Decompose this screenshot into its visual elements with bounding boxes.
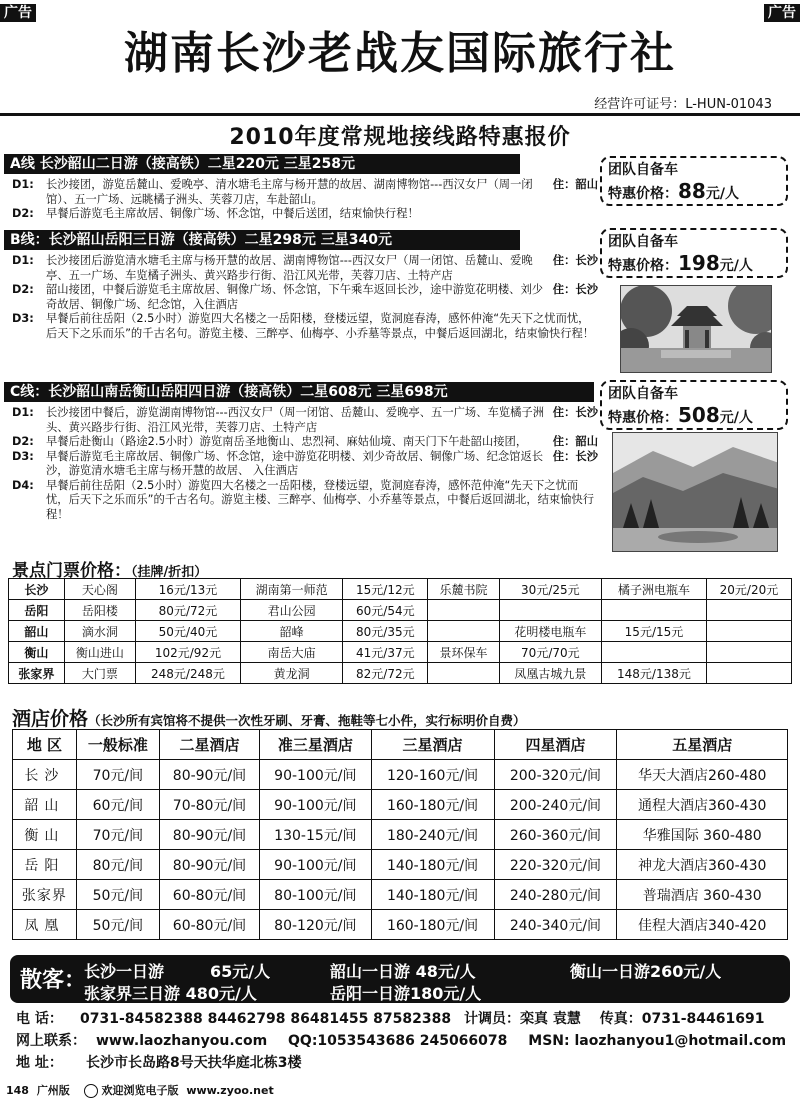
table-cell: 普瑞酒店 360-430 — [617, 880, 788, 910]
agency-name: 湖南长沙老战友国际旅行社 — [124, 28, 676, 79]
phone-label: 电 话： — [16, 1011, 63, 1027]
table-cell: 20元/20元 — [706, 579, 791, 600]
offer-price-line: 特惠价格：88元/人 — [608, 179, 739, 203]
stay-label: 住：长沙 — [552, 283, 598, 296]
table-cell: 50元/40元 — [136, 621, 241, 642]
mountain-photo — [612, 432, 778, 552]
table-row — [13, 790, 788, 820]
walk-in-item: 韶山一日游 48元/人 — [330, 962, 476, 981]
table-cell: 60-80元/间 — [159, 880, 259, 910]
itinerary-day — [12, 450, 598, 479]
offer-box-a — [600, 156, 788, 206]
itinerary-day — [12, 207, 598, 222]
fax-number: 0731-84461691 — [641, 1011, 765, 1027]
day-label: D2: — [12, 207, 34, 220]
table-cell: 衡山进山 — [64, 642, 135, 663]
itinerary-day — [12, 283, 598, 312]
route-b-days — [12, 254, 598, 341]
table-cell: 15元/15元 — [602, 621, 707, 642]
table-cell: 90-100元/间 — [260, 850, 372, 880]
table-cell: 60元/54元 — [343, 600, 428, 621]
stay-label: 住：长沙 — [552, 406, 598, 419]
day-text: 长沙接团后游览清水塘毛主席与杨开慧的故居、湖南博物馆---西汉女尸（周一闭馆、岳麓山、爱晚亭、五一广场、车览橘子洲头、黄兴路步行街、沿江风光带，芙蓉刀店、土特产店 — [46, 254, 533, 282]
table-header-row — [13, 730, 788, 760]
address-label: 地 址： — [16, 1055, 63, 1071]
table-cell: 82元/72元 — [343, 663, 428, 684]
table-cell: 70-80元/间 — [159, 790, 259, 820]
table-cell: 80-100元/间 — [260, 880, 372, 910]
ad-label-left: 广告 — [0, 4, 36, 22]
table-row — [9, 600, 792, 621]
table-cell: 16元/13元 — [136, 579, 241, 600]
stay-label: 住：长沙 — [552, 449, 598, 463]
dispatcher-names: 栾真 袁慧 — [520, 1011, 581, 1027]
walk-in-prices — [10, 955, 790, 1003]
table-cell: 韶山 — [9, 621, 65, 642]
table-cell: 凤凰古城九景 — [499, 663, 601, 684]
page-number: 148 — [6, 1084, 29, 1097]
offer-title: 团队自备车 — [608, 386, 678, 402]
table-cell: 四星酒店 — [494, 730, 617, 760]
day-label: D1: — [12, 254, 34, 267]
table-cell — [602, 600, 707, 621]
ad-label-right: 广告 — [764, 4, 800, 22]
walk-in-item: 张家界三日游 480元/人 — [84, 984, 257, 1003]
table-cell: 岳阳 — [13, 850, 77, 880]
stay-label: 住：长沙 — [552, 254, 598, 267]
table-cell: 240-340元/间 — [494, 910, 617, 940]
table-row — [13, 850, 788, 880]
offer-price: 88 — [678, 179, 706, 203]
table-cell: 一般标准 — [76, 730, 159, 760]
stay-label: 住：韶山 — [552, 178, 598, 191]
table-cell: 30元/25元 — [499, 579, 601, 600]
walk-in-item: 岳阳一日游180元/人 — [330, 984, 482, 1003]
table-cell: 80元/间 — [76, 850, 159, 880]
table-cell: 60-80元/间 — [159, 910, 259, 940]
table-cell: 80元/35元 — [343, 621, 428, 642]
footer-site-link[interactable]: www.zyoo.net — [186, 1084, 274, 1097]
page-footer — [6, 1082, 274, 1098]
table-cell: 180-240元/间 — [371, 820, 494, 850]
day-label: D1: — [12, 406, 34, 419]
table-row — [9, 579, 792, 600]
pavilion-photo — [620, 285, 772, 373]
table-cell: 岳阳楼 — [64, 600, 135, 621]
table-cell: 200-240元/间 — [494, 790, 617, 820]
table-cell: 80-120元/间 — [260, 910, 372, 940]
offer-box-b — [600, 228, 788, 278]
table-row — [13, 760, 788, 790]
table-cell: 130-15元/间 — [260, 820, 372, 850]
divider — [0, 113, 800, 116]
contact-web-line — [16, 1030, 786, 1050]
itinerary-day — [12, 178, 598, 207]
table-cell: 220-320元/间 — [494, 850, 617, 880]
table-cell: 黄龙洞 — [240, 663, 342, 684]
table-cell: 15元/12元 — [343, 579, 428, 600]
table-cell: 长沙 — [13, 760, 77, 790]
table-cell: 200-320元/间 — [494, 760, 617, 790]
walk-in-item: 衡山一日游260元/人 — [570, 962, 722, 981]
table-cell: 140-180元/间 — [371, 850, 494, 880]
website-link[interactable]: www.laozhanyou.com — [96, 1033, 268, 1049]
table-cell: 50元/间 — [76, 880, 159, 910]
route-a-title: A线 长沙韶山二日游（接高铁）二星220元 三星258元 — [4, 154, 520, 174]
table-cell: 天心阁 — [64, 579, 135, 600]
table-cell: 衡山 — [9, 642, 65, 663]
table-row — [13, 910, 788, 940]
itinerary-day — [12, 435, 598, 450]
table-cell: 50元/间 — [76, 910, 159, 940]
table-cell: 102元/92元 — [136, 642, 241, 663]
table-cell: 岳阳 — [9, 600, 65, 621]
table-cell: 70元/70元 — [499, 642, 601, 663]
offer-title: 团队自备车 — [608, 234, 678, 250]
msn-address: MSN: laozhanyou1@hotmail.com — [528, 1033, 787, 1049]
offer-price-line: 特惠价格：508元/人 — [608, 403, 753, 427]
table-row — [9, 663, 792, 684]
table-cell — [602, 642, 707, 663]
table-cell — [706, 621, 791, 642]
dispatcher-label: 计调员： — [464, 1011, 520, 1027]
table-cell: 80元/72元 — [136, 600, 241, 621]
table-cell: 神龙大酒店360-430 — [617, 850, 788, 880]
table-cell: 148元/138元 — [602, 663, 707, 684]
table-cell: 韶峰 — [240, 621, 342, 642]
table-cell: 160-180元/间 — [371, 910, 494, 940]
route-c-days — [12, 406, 598, 522]
tickets-heading: 景点门票价格：（挂牌/折扣） — [12, 561, 208, 581]
table-cell: 张家界 — [13, 880, 77, 910]
day-text: 长沙接团中餐后，游览湖南博物馆---西汉女尸（周一闭馆、岳麓山、爱晚亭、五一广场、车览橘子洲头、黄兴路步行街、沿江风光带，芙蓉刀店、土特产店 — [46, 406, 544, 434]
table-cell: 乐麓书院 — [428, 579, 499, 600]
qq-numbers: QQ:1053543686 245066078 — [288, 1033, 508, 1049]
day-text: 早餐后前往岳阳（2.5小时）游览四大名楼之一岳阳楼，登楼远望，览洞庭春涛，感怀范仲淹“先天下之忧而忧，后天下之乐而乐”的千古名句。游览主楼、三醉亭、仙梅亭、小乔墓等景点，中餐后返回湖北，结束愉快行程！ — [46, 478, 595, 521]
table-cell: 橘子洲电瓶车 — [602, 579, 707, 600]
table-cell: 90-100元/间 — [260, 790, 372, 820]
table-cell — [706, 642, 791, 663]
hotel-price-table — [12, 729, 788, 940]
table-cell: 衡山 — [13, 820, 77, 850]
table-cell: 长沙 — [9, 579, 65, 600]
table-cell: 佳程大酒店340-420 — [617, 910, 788, 940]
table-row — [9, 621, 792, 642]
table-cell: 80-90元/间 — [159, 820, 259, 850]
table-cell: 240-280元/间 — [494, 880, 617, 910]
hotels-note: （长沙所有宾馆将不提供一次性牙刷、牙膏、拖鞋等七小件，实行标明价自费） — [88, 713, 526, 728]
table-cell: 大门票 — [64, 663, 135, 684]
day-text: 韶山接团，中餐后游览毛主席故居、铜像广场、怀念馆，下午乘车返回长沙，途中游览花明楼、刘少奇故居、铜像广场、纪念馆，入住酒店 — [46, 283, 544, 311]
web-label: 网上联系： — [16, 1033, 86, 1049]
offer-price: 508 — [678, 403, 720, 427]
stay-label: 住：韶山 — [552, 435, 598, 448]
table-row — [13, 820, 788, 850]
ticket-price-table — [8, 578, 792, 684]
fax-label: 传真： — [599, 1011, 642, 1027]
license-number: 经营许可证号：L-HUN-01043 — [594, 97, 772, 112]
page-headline: 2010年度常规地接线路特惠报价 — [229, 125, 571, 150]
itinerary-day — [12, 479, 598, 523]
table-cell: 三星酒店 — [371, 730, 494, 760]
route-b-title: B线：长沙韶山岳阳三日游（接高铁）二星298元 三星340元 — [4, 230, 520, 250]
table-cell: 通程大酒店360-430 — [617, 790, 788, 820]
table-cell — [499, 600, 601, 621]
phone-numbers: 0731-84582388 84462798 86481455 87582388 — [80, 1011, 452, 1027]
table-row — [9, 642, 792, 663]
offer-box-c — [600, 380, 788, 430]
day-label: D3: — [12, 449, 34, 463]
walk-in-item: 65元/人 — [210, 962, 271, 981]
tickets-subheading: （挂牌/折扣） — [131, 565, 208, 580]
offer-price: 198 — [678, 251, 720, 275]
day-text: 长沙接团，游览岳麓山、爱晚亭、清水塘毛主席与杨开慧的故居、湖南博物馆---西汉女尸（周一闭馆）、五一广场、远眺橘子洲头、芙蓉刀店，车赴韶山。 — [46, 178, 533, 206]
table-cell: 滴水洞 — [64, 621, 135, 642]
contact-address-line — [16, 1052, 301, 1072]
table-cell: 260-360元/间 — [494, 820, 617, 850]
table-cell — [706, 600, 791, 621]
table-cell: 凤凰 — [13, 910, 77, 940]
route-c-title: C线：长沙韶山南岳衡山岳阳四日游（接高铁）二星608元 三星698元 — [4, 382, 594, 402]
table-cell: 华天大酒店260-480 — [617, 760, 788, 790]
itinerary-day — [12, 254, 598, 283]
day-text: 早餐后游览毛主席故居、铜像广场、怀念馆，途中游览花明楼、刘少奇故居、铜像广场、纪念馆返长沙，游览清水塘毛主席与杨开慧的故居、 入住酒店 — [46, 449, 544, 477]
walk-in-label: 散客： — [20, 968, 87, 993]
table-cell: 41元/37元 — [343, 642, 428, 663]
table-cell: 湖南第一师范 — [240, 579, 342, 600]
table-cell: 君山公园 — [240, 600, 342, 621]
table-cell: 248元/248元 — [136, 663, 241, 684]
table-cell: 90-100元/间 — [260, 760, 372, 790]
table-cell: 准三星酒店 — [260, 730, 372, 760]
address-text: 长沙市长岛路8号天扶华庭北栋3楼 — [86, 1055, 302, 1071]
table-cell: 华雅国际 360-480 — [617, 820, 788, 850]
table-cell: 80-90元/间 — [159, 760, 259, 790]
table-cell: 地 区 — [13, 730, 77, 760]
day-label: D3: — [12, 312, 34, 325]
table-cell: 花明楼电瓶车 — [499, 621, 601, 642]
day-label: D2: — [12, 283, 34, 296]
table-cell — [706, 663, 791, 684]
contact-phone-line — [16, 1008, 764, 1028]
table-cell: 南岳大庙 — [240, 642, 342, 663]
table-cell: 70元/间 — [76, 820, 159, 850]
table-cell: 景环保车 — [428, 642, 499, 663]
table-cell: 60元/间 — [76, 790, 159, 820]
offer-price-line: 特惠价格：198元/人 — [608, 251, 753, 275]
table-cell: 张家界 — [9, 663, 65, 684]
day-label: D2: — [12, 435, 34, 448]
publisher-logo-icon — [84, 1084, 98, 1098]
day-text: 早餐后赴衡山（路途2.5小时）游览南岳圣地衡山、忠烈祠、麻姑仙境、南天门下午赴韶山接团， — [46, 435, 528, 448]
table-cell: 120-160元/间 — [371, 760, 494, 790]
table-cell — [428, 600, 499, 621]
itinerary-day — [12, 312, 598, 341]
itinerary-day — [12, 406, 598, 435]
table-cell: 70元/间 — [76, 760, 159, 790]
table-cell: 二星酒店 — [159, 730, 259, 760]
table-cell: 140-180元/间 — [371, 880, 494, 910]
table-cell: 80-90元/间 — [159, 850, 259, 880]
day-label: D1: — [12, 178, 34, 191]
day-label: D4: — [12, 478, 34, 492]
table-cell: 韶山 — [13, 790, 77, 820]
table-cell — [428, 663, 499, 684]
welcome-text: 欢迎浏览电子版 — [101, 1084, 179, 1097]
table-cell: 160-180元/间 — [371, 790, 494, 820]
hotels-heading: 酒店价格（长沙所有宾馆将不提供一次性牙刷、牙膏、拖鞋等七小件，实行标明价自费） — [12, 708, 526, 730]
day-text: 早餐后游览毛主席故居、铜像广场、怀念馆，中餐后送团，结束愉快行程！ — [46, 207, 419, 220]
walk-in-item: 长沙一日游 — [84, 962, 165, 981]
route-a-days — [12, 178, 598, 222]
table-cell: 五星酒店 — [617, 730, 788, 760]
offer-title: 团队自备车 — [608, 162, 678, 178]
table-cell — [428, 621, 499, 642]
table-row — [13, 880, 788, 910]
edition-label: 广州版 — [36, 1084, 70, 1097]
day-text: 早餐后前往岳阳（2.5小时）游览四大名楼之一岳阳楼，登楼远望，览洞庭春涛，感怀仲淹“先天下之忧而忧，后天下之乐而乐”的千古名句。游览主楼、三醉亭、仙梅亭、小乔墓等景点，中餐后返回湖北，结束愉快行程！ — [46, 312, 595, 340]
